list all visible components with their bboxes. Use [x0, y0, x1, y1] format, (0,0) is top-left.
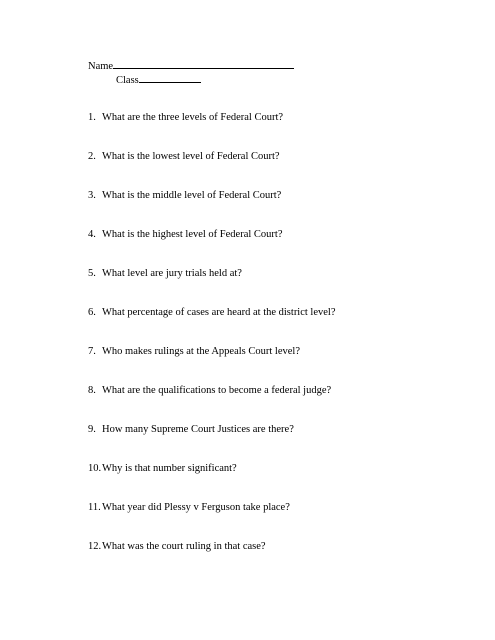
- name-field: [88, 58, 294, 73]
- question-number: 4.: [88, 229, 96, 240]
- question-text: What year did Plessy v Ferguson take place?: [102, 502, 290, 513]
- question-text: What percentage of cases are heard at the district level?: [102, 307, 336, 318]
- question-text: How many Supreme Court Justices are there?: [102, 424, 294, 435]
- question-text: What are the three levels of Federal Court?: [102, 112, 284, 123]
- question-number: 7.: [88, 346, 96, 357]
- question-number: 1.: [88, 112, 96, 123]
- question-item: [88, 267, 336, 306]
- question-text: What is the lowest level of Federal Court?: [102, 151, 280, 162]
- question-item: [88, 501, 336, 540]
- question-number: 10.: [88, 463, 102, 474]
- question-text: What is the middle level of Federal Court?: [102, 190, 282, 201]
- question-number: 3.: [88, 190, 96, 201]
- class-label: Class: [116, 75, 139, 86]
- question-number: 9.: [88, 424, 96, 435]
- question-text: What is the highest level of Federal Court?: [102, 229, 283, 240]
- question-text: What are the qualifications to become a federal judge?: [102, 385, 332, 396]
- question-number: 8.: [88, 385, 96, 396]
- question-text: Who makes rulings at the Appeals Court level?: [102, 346, 300, 357]
- question-item: [88, 189, 336, 228]
- name-label: Name: [88, 61, 114, 72]
- question-item: [88, 423, 336, 462]
- question-item: [88, 345, 336, 384]
- question-number: 6.: [88, 307, 96, 318]
- question-number: 11.: [88, 502, 101, 513]
- question-item: [88, 384, 336, 423]
- question-item: [88, 462, 336, 501]
- question-text: What was the court ruling in that case?: [102, 541, 266, 552]
- class-field: [116, 72, 201, 87]
- question-item: [88, 540, 336, 579]
- question-number: 12.: [88, 541, 102, 552]
- question-number: 2.: [88, 151, 96, 162]
- question-text: What level are jury trials held at?: [102, 268, 242, 279]
- class-blank-line[interactable]: [139, 72, 201, 83]
- name-blank-line[interactable]: [113, 58, 294, 69]
- question-list: [88, 111, 336, 579]
- question-item: [88, 111, 336, 150]
- question-item: [88, 306, 336, 345]
- question-number: 5.: [88, 268, 96, 279]
- question-item: [88, 150, 336, 189]
- question-text: Why is that number significant?: [102, 463, 237, 474]
- question-item: [88, 228, 336, 267]
